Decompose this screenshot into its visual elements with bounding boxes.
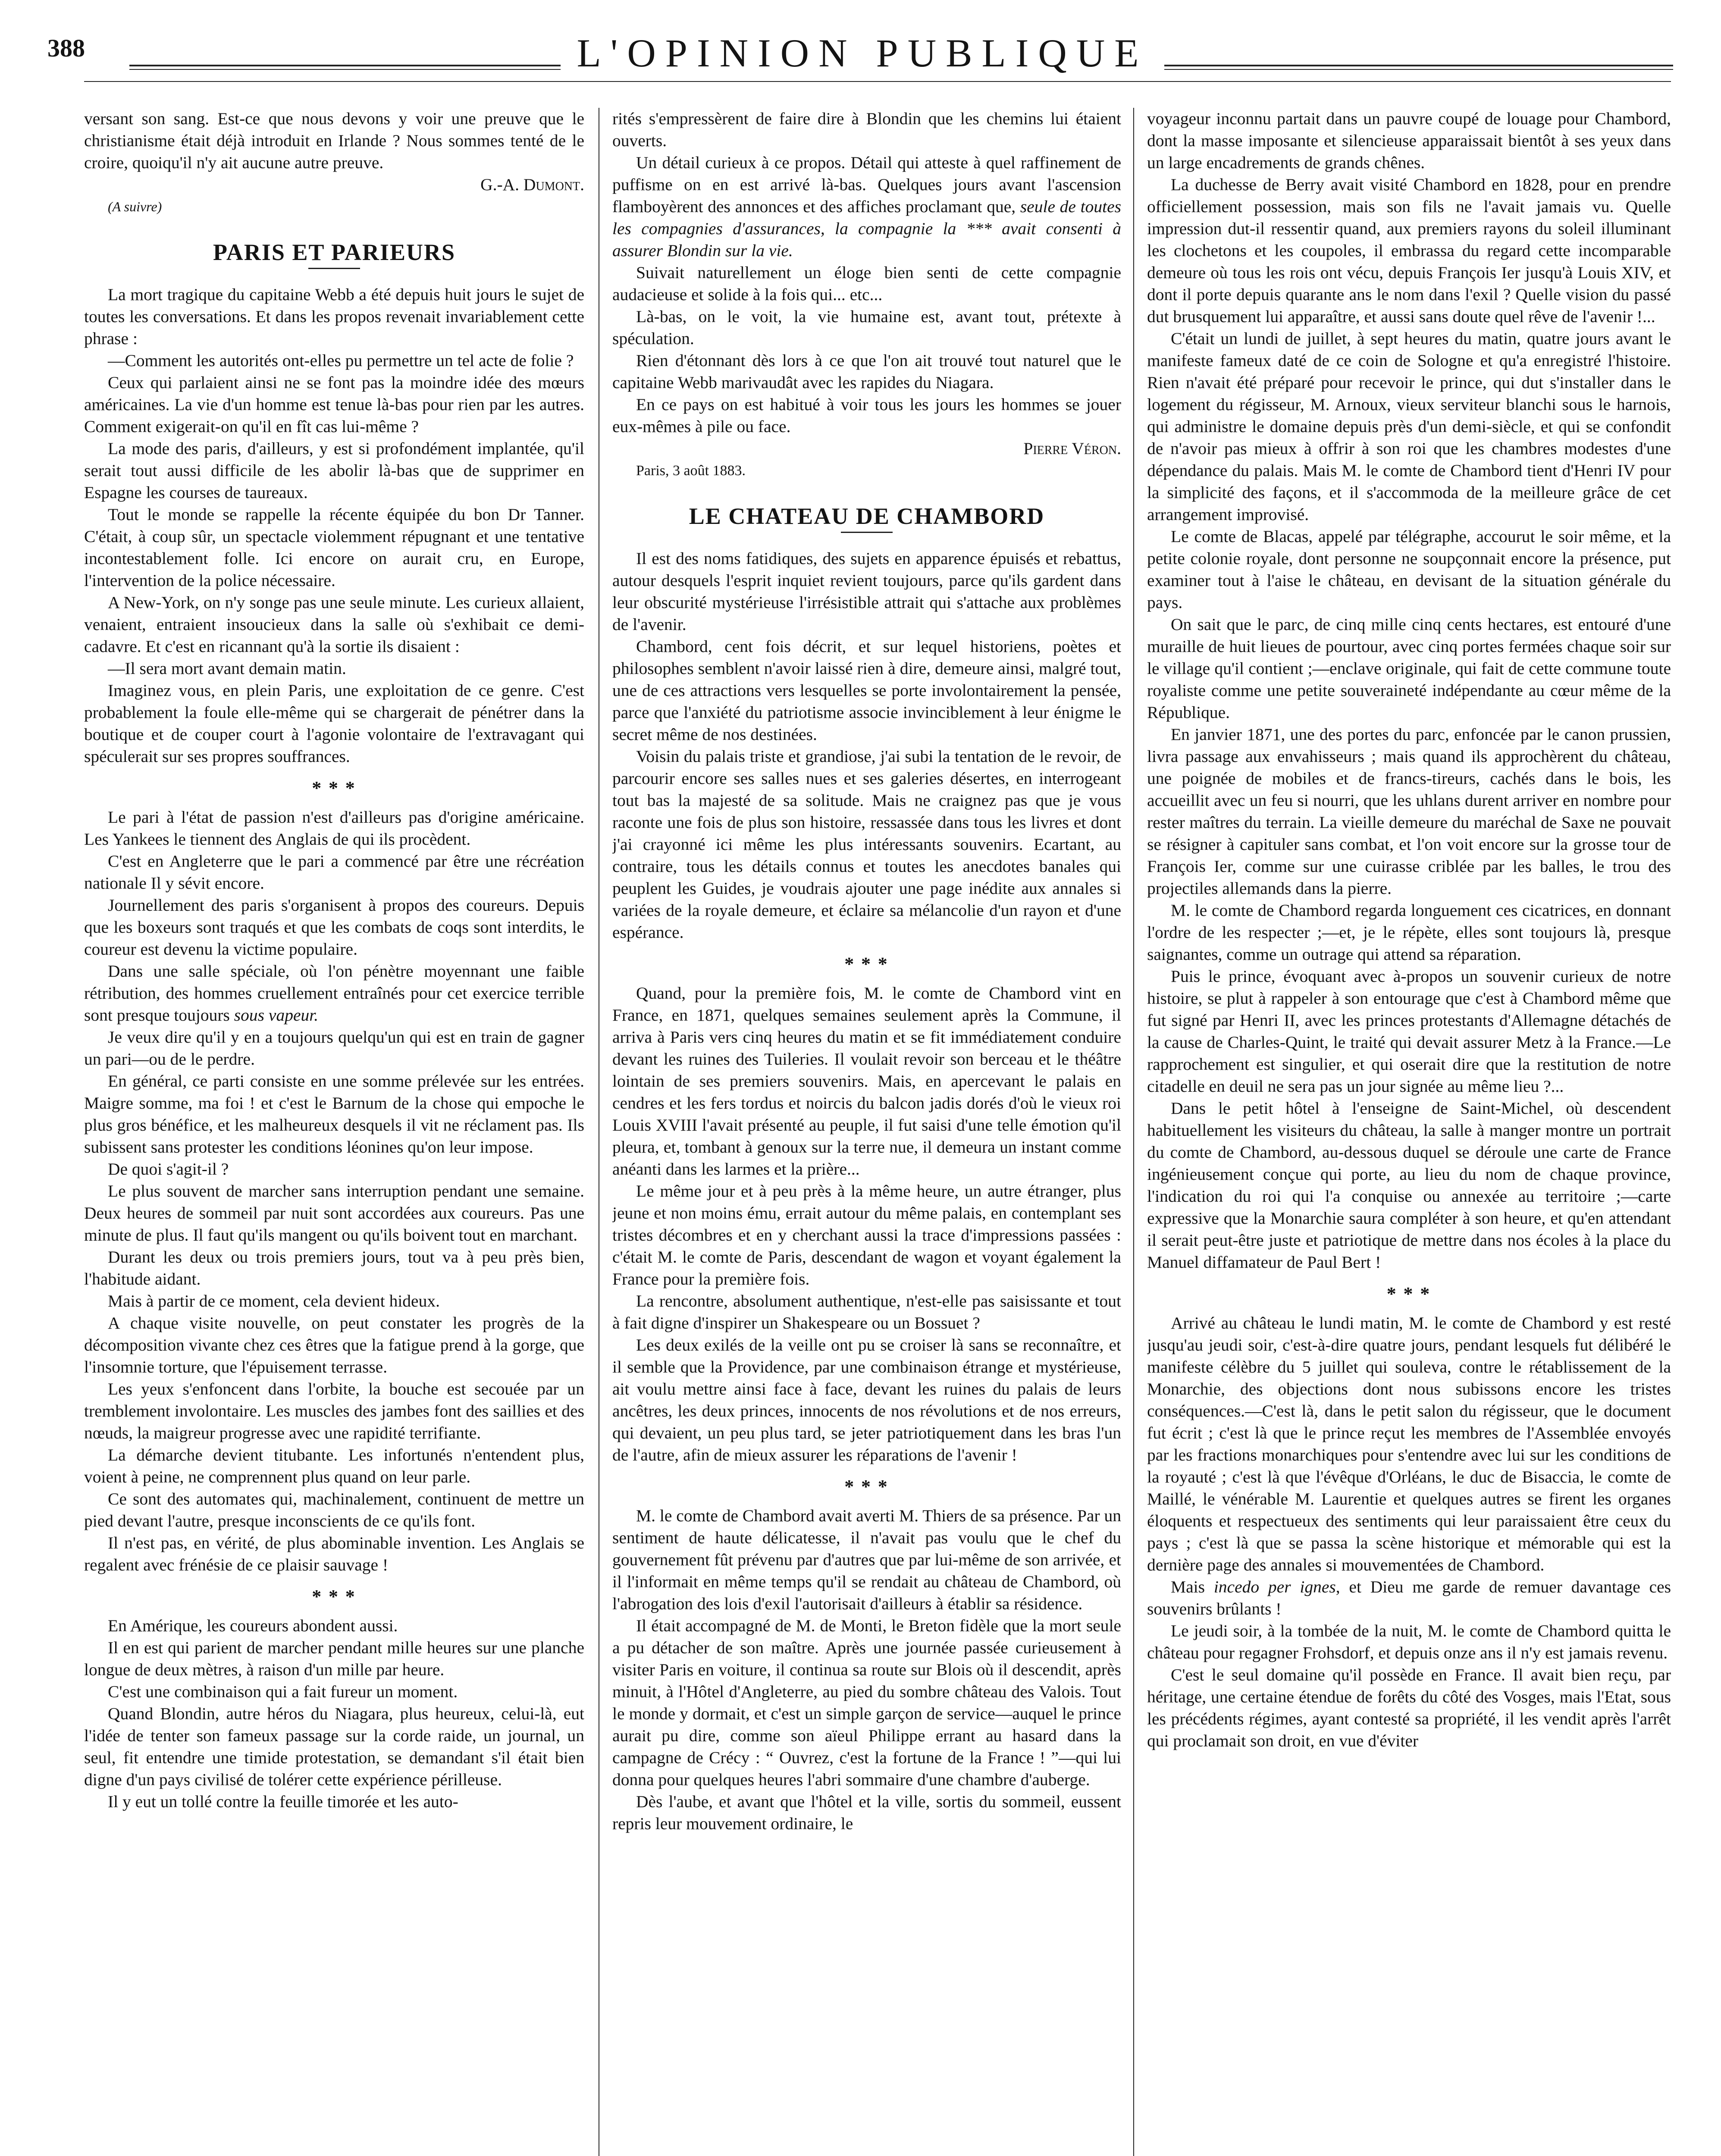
paragraph: De quoi s'agit-il ? [108, 1159, 229, 1178]
paragraph: Ce sont des automates qui, machinalement, continuent de mettre un pied devant l'autre, presque inconscients de ce qu'ils font. [84, 1489, 584, 1530]
paragraph: Les deux exilés de la veille ont pu se croiser là sans se reconnaître, et il semble que la Providence, par une combinaison étrange et mystérieuse, ait voulu mettre ainsi face à face, devant les ruines du palais de leurs ancêtres, les deux princes, innocents de nos révolutions et de nos erreurs, qui devaient, un peu plus tard, se jeter patriotiquement dans les bras l'un de l'autre, afin de mieux assurer les réparations de l'avenir ! [612, 1335, 1121, 1464]
column-divider-2 [1133, 108, 1134, 2156]
header-underline [84, 81, 1671, 82]
paragraph: Journellement des paris s'organisent à propos des coureurs. Depuis que les boxeurs sont traqués et que les combats de coqs sont interdits, le coureur est devenu la victime populaire. [84, 896, 584, 959]
paragraph: Le même jour et à peu près à la même heure, un autre étranger, plus jeune et non moins ému, errait autour du même palais, en contemplant ses tristes décombres et en y cherchant aussi la trace d'impressions passées : c'était M. le comte de Paris, descendant de wagon et voyant également la France pour la première fois. [612, 1181, 1121, 1288]
paragraph: Il n'est pas, en vérité, de plus abominable invention. Les Anglais se regalent avec frénésie de ce plaisir sauvage ! [84, 1533, 584, 1574]
masthead [0, 0, 1721, 86]
column-1 [84, 108, 584, 2156]
paragraph: On sait que le parc, de cinq mille cinq cents hectares, est entouré d'une muraille de huit lieues de pourtour, avec cinq portes fermées chaque soir sur le village qu'il contient ;—enclave originale, qui fait de cette commune toute royaliste comme une petite souveraineté indépendante au cœur même de la République. [1147, 615, 1671, 722]
paragraph: C'est une combinaison qui a fait fureur un moment. [108, 1682, 458, 1701]
paragraph: La mode des paris, d'ailleurs, y est si profondément implantée, qu'il serait tout aussi difficile de les abolir là-bas que de supprimer en Espagne les courses de taureaux. [84, 439, 584, 502]
italic-phrase: sous vapeur. [234, 1006, 319, 1025]
paragraph: Arrivé au château le lundi matin, M. le comte de Chambord y est resté jusqu'au jeudi soir, c'est-à-dire quatre jours, pendant lesquels fut délibéré le manifeste célèbre du 5 juillet qui souleva, contre le rétablissement de la Monarchie, des objections dont nous subissons encore les tristes conséquences.—C'est là, dans le petit salon du régisseur, que le document fut écrit ; c'est là que le prince reçut les membres de l'Assemblée envoyés par les fractions monarchiques pour s'entendre avec lui sur les conditions de la royauté ; c'est là que l'évêque d'Orléans, le duc de Bisaccia, le comte de Maillé, le vénérable M. Laurentie et quelques autres se firent les organes éloquents et respectueux des sentiments qui leur paraissaient être ceux du pays ; c'est là que se passa la scène historique et mémorable qui est la dernière page des annales si mouvementées de Chambord. [1147, 1313, 1671, 1574]
paragraph: Dans le petit hôtel à l'enseigne de Saint-Michel, où descendent habituellement les visiteurs du château, la salle à manger montre un portrait du comte de Chambord, au-dessous duquel se déroule une carte de France ingénieusement conçue qui porte, au lieu du nom de chaque province, l'indication du roi qui l'a conquise ou annexée au territoire ;—carte expressive que la Monarchie saura compléter à son heure, et qu'en attendant il serait peut-être juste et patriotique de mettre dans nos écoles à la place du Manuel diffamateur de Paul Bert ! [1147, 1099, 1671, 1272]
paragraph: En Amérique, les coureurs abondent aussi. [108, 1616, 398, 1635]
paragraph: Il en est qui parient de marcher pendant mille heures sur une planche longue de deux mètres, à raison d'un mille par heure. [84, 1638, 584, 1679]
paragraph: Les yeux s'enfoncent dans l'orbite, la bouche est secouée par un tremblement involontaire. Les muscles des jambes font des saillies et des nœuds, la maigreur progresse avec une rapidité terrifiante. [84, 1379, 584, 1442]
paragraph: Durant les deux ou trois premiers jours, tout va à peu près bien, l'habitude aidant. [84, 1247, 584, 1288]
paragraph: Je veux dire qu'il y en a toujours quelqu'un qui est en train de gagner un pari—ou de le perdre. [84, 1028, 584, 1069]
header-rule-left-thick [129, 65, 561, 66]
paragraph: M. le comte de Chambord avait averti M. Thiers de sa présence. Par un sentiment de haute délicatesse, il n'avait pas voulu que le chef du gouvernement fût prévenu par d'autres que par lui-même de son arrivée, et il l'informait en même temps qu'il se rendait au château de Chambord, où l'abrogation des lois d'exil l'autorisait d'ailleurs à établir sa résidence. [612, 1506, 1121, 1613]
paragraph: En général, ce parti consiste en une somme prélevée sur les entrées. Maigre somme, ma foi ! et c'est le Barnum de la chose qui empoche le plus gros bénéfice, et les malheureux desquels il vit ne réclament pas. Ils subissent sans protester les conditions léonines qu'on leur impose. [84, 1072, 584, 1156]
paragraph: Le plus souvent de marcher sans interruption pendant une semaine. Deux heures de sommeil par nuit sont accordées aux coureurs. Pas une minute de plus. Il faut qu'ils mangent ou qu'ils boivent tout en marchant. [84, 1181, 584, 1244]
paragraph: Il était accompagné de M. de Monti, le Breton fidèle que la mort seule a pu détacher de son maître. Après une journée passée curieusement à visiter Paris en voiture, il continua sa route sur Blois où il descendit, après minuit, à l'Hôtel d'Angleterre, au pied du sombre château des Valois. Tout le monde y dormait, et c'est un simple garçon de service—auquel le prince aurait pu dire, comme son aïeul Philippe errant au hasard dans la campagne de Crécy : “ Ouvrez, c'est la fortune de la France ! ”—qui lui donna pour quelques heures l'abri sommaire d'une chambre d'auberge. [612, 1616, 1121, 1789]
paragraph: C'était un lundi de juillet, à sept heures du matin, quatre jours avant le manifeste fameux daté de ce coin de Sologne et qu'a enregistré l'histoire. Rien n'avait été préparé pour recevoir le prince, qui dut s'installer dans le logement du régisseur, M. Arnoux, vieux serviteur blanchi sous le harnois, qui administre le domaine depuis près d'un demi-siècle, et qui se confondit de n'avoir pas mieux à offrir à son roi que les chambres modestes d'une dépendance du palais. Mais M. le comte de Chambord tient d'Henri IV pour la simplicité des façons, et il s'accommoda de la meilleure grâce de cet arrangement improvisé. [1147, 329, 1671, 524]
article-heading-paris-et-parieurs: PARIS ET PARIEURS [213, 239, 456, 265]
paragraph: La démarche devient titubante. Les infortunés n'entendent plus, voient à peine, ne comprennent plus quand on leur parle. [84, 1445, 584, 1486]
paragraph: Le pari à l'état de passion n'est d'ailleurs pas d'origine américaine. Les Yankees le tiennent des Anglais de qui ils procèdent. [84, 808, 584, 849]
paragraph: Là-bas, on le voit, la vie humaine est, avant tout, prétexte à spéculation. [612, 307, 1121, 348]
paragraph: En ce pays on est habitué à voir tous les jours les hommes se jouer eux-mêmes à pile ou face. [612, 395, 1121, 436]
paragraph: Le jeudi soir, à la tombée de la nuit, M. le comte de Chambord quitta le château pour regagner Frohsdorf, et depuis onze ans il n'y est jamais revenu. [1147, 1621, 1671, 1662]
section-break-asterism: * * * [1386, 1283, 1432, 1304]
paragraph: La rencontre, absolument authentique, n'est-elle pas saisissante et tout à fait digne d'inspirer un Shakespeare ou un Bossuet ? [612, 1291, 1121, 1332]
dateline: Paris, 3 août 1883. [636, 463, 746, 479]
paragraph-text: , et Dieu me garde de remuer davantage ces souvenirs brûlants ! [1147, 1577, 1671, 1618]
paragraph: La duchesse de Berry avait visité Chambord en 1828, pour en prendre officiellement possession, mais son fils ne l'avait jamais vu. Quelle impression dut-il ressentir quand, aux premiers rayons du soleil illuminant les clochetons et les coupoles, il embrassa du regard cette incomparable demeure où tous les rois ont vécu, depuis François Ier jusqu'à Louis XIV, et dont il porte depuis quarante ans le nom dans l'exil ? Quelle vision du passé dut brusquement lui apparaître, et aussi sans doute quel rêve de l'avenir !... [1147, 175, 1671, 326]
author-signature: Pierre Véron. [1023, 439, 1121, 458]
continued-note: (A suivre) [108, 199, 162, 214]
paragraph: —Comment les autorités ont-elles pu permettre un tel acte de folie ? [108, 351, 574, 370]
paragraph-text: Dans une salle spéciale, où l'on pénètre moyennant une faible rétribution, des hommes cruellement entraînés pour cet exercice terrible sont presque toujours [84, 962, 584, 1025]
section-break-asterism: * * * [844, 953, 889, 975]
paragraph: Chambord, cent fois décrit, et sur lequel historiens, poètes et philosophes semblent n'avoir laissé rien à dire, demeure ainsi, malgré tout, une de ces attractions vers lesquelles se porte involontairement la pensée, parce que l'anxiété du patriotisme associe invinciblement à leur énigme le secret même de nos destinées. [612, 637, 1121, 744]
paragraph: Il y eut un tollé contre la feuille timorée et les auto- [108, 1792, 458, 1811]
paragraph: Voisin du palais triste et grandiose, j'ai subi la tentation de le revoir, de parcourir encore ses salles nues et ses galeries désertes, en interrogeant tout bas la majesté de sa solitude. Mais ne craignez pas que je vous raconte une fois de plus son histoire, ressassée dans tous les livres et dont j'ai crayonné ici même les plus intéressants souvenirs. Ecartant, au contraire, tous les détails connus et toutes les anecdotes banales qui peuplent les Guides, je voudrais ajouter une page inédite aux annales si variées de la royale demeure, et éclaire sa mélancolie d'un rayon et d'une espérance. [612, 747, 1121, 942]
paragraph: Ceux qui parlaient ainsi ne se font pas la moindre idée des mœurs américaines. La vie d'un homme est tenue là-bas pour rien par les autres. Comment exigerait-on qu'il en fît cas lui-même ? [84, 373, 584, 436]
italic-phrase: seule de toutes les compagnies d'assurances, la compagnie la *** avait consenti à assurer Blondin sur la vie. [612, 197, 1121, 260]
header-rule-left-thin [129, 69, 561, 70]
section-break-asterism: * * * [312, 777, 357, 799]
header-rule-right-thin [1164, 69, 1673, 70]
paragraph: Le comte de Blacas, appelé par télégraphe, accourut le soir même, et la petite colonie royale, dont personne ne soupçonnait encore la présence, put examiner tout à l'aise le château, en devisant de la situation générale du pays. [1147, 527, 1671, 612]
heading-rule [308, 268, 360, 269]
paragraph: Tout le monde se rappelle la récente équipée du bon Dr Tanner. C'était, à coup sûr, un spectacle violemment répugnant et une tentative incontestablement folle. Ici encore on aurait cru, en Europe, l'intervention de la police nécessaire. [84, 505, 584, 590]
paragraph: Rien d'étonnant dès lors à ce que l'on ait trouvé tout naturel que le capitaine Webb marivaudât avec les rapides du Niagara. [612, 351, 1121, 392]
paragraph: M. le comte de Chambord regarda longuement ces cicatrices, en donnant l'ordre de les respecter ;—et, je le répète, elles sont toujours là, presque saignantes, comme un outrage qui attend sa réparation. [1147, 901, 1671, 964]
publication-title: L'OPINION PUBLIQUE [577, 31, 1148, 75]
paragraph: C'est en Angleterre que le pari a commencé par être une récréation nationale Il y sévit encore. [84, 852, 584, 893]
paragraph: C'est le seul domaine qu'il possède en France. Il avait bien reçu, par héritage, une certaine étendue de forêts du côté des Vosges, mais l'Etat, sous les précédents régimes, ayant contesté sa propriété, il les vendit après l'arrêt qui proclamait son droit, en vue d'éviter [1147, 1665, 1671, 1750]
section-break-asterism: * * * [844, 1476, 889, 1497]
paragraph: A chaque visite nouvelle, on peut constater les progrès de la décomposition vivante chez ces êtres que la fatigue prend à la gorge, que l'insomnie torture, que l'épuisement terrasse. [84, 1313, 584, 1376]
paragraph: versant son sang. Est-ce que nous devons y voir une preuve que le christianisme était déjà introduit en Irlande ? Nous sommes tenté de le croire, quoiqu'il n'y ait aucune autre preuve. [84, 109, 584, 172]
paragraph: La mort tragique du capitaine Webb a été depuis huit jours le sujet de toutes les conversations. Et dans les propos revenait invariablement cette phrase : [84, 285, 584, 348]
paragraph [612, 152, 1121, 262]
paragraph: —Il sera mort avant demain matin. [108, 659, 346, 678]
paragraph-text: Un détail curieux à ce propos. Détail qui atteste à quel raffinement de puffisme on en est arrivé là-bas. Quelques jours avant l'ascension flamboyèrent des annonces et des affiches proclamant que, [612, 153, 1121, 216]
paragraph-text: Mais [1171, 1577, 1214, 1596]
paragraph: Quand, pour la première fois, M. le comte de Chambord vint en France, en 1871, quelques semaines seulement après la Commune, il arriva à Paris vers cinq heures du matin et se fit immédiatement conduire devant les ruines des Tuileries. Il voulait revoir son berceau et le théâtre lointain de ses premiers souvenirs. Mais, en apercevant le palais en cendres et les fers tordus et noircis du balcon jadis dorés d'où le vieux roi Louis XVIII l'avait présenté au peuple, il fut saisi d'une telle émotion qu'il pleura, et, tombant à genoux sur la terre nue, il demeura un instant comme anéanti dans les larmes et la prière... [612, 984, 1121, 1178]
section-break-asterism: * * * [312, 1586, 357, 1607]
column-3 [1147, 108, 1671, 2156]
paragraph: rités s'empressèrent de faire dire à Blondin que les chemins lui étaient ouverts. [612, 109, 1121, 150]
paragraph [1147, 1576, 1671, 1620]
paragraph: Il est des noms fatidiques, des sujets en apparence épuisés et rebattus, autour desquels l'esprit inquiet revient toujours, parce qu'ils gardent dans leur obscurité mystérieuse l'irrésistible attrait qui s'attache aux problèmes de l'avenir. [612, 549, 1121, 634]
paragraph: Dès l'aube, et avant que l'hôtel et la ville, sortis du sommeil, eussent repris leur mouvement ordinaire, le [612, 1792, 1121, 1833]
paragraph: A New-York, on n'y songe pas une seule minute. Les curieux allaient, venaient, entraient insoucieux dans la salle où s'exhibait ce demi-cadavre. Et c'est en ricannant qu'à la sortie ils disaient : [84, 593, 584, 656]
paragraph: Mais à partir de ce moment, cela devient hideux. [108, 1291, 440, 1310]
paragraph: voyageur inconnu partait dans un pauvre coupé de louage pour Chambord, dont la masse imposante et silencieuse apparaissait bientôt à ses yeux dans un large encadrements de grands chênes. [1147, 109, 1671, 172]
paragraph: Suivait naturellement un éloge bien senti de cette compagnie audacieuse et solide à la fois qui... etc... [612, 263, 1121, 304]
paragraph: Imaginez vous, en plein Paris, une exploitation de ce genre. C'est probablement la foule elle-même qui se chargerait de pénétrer dans la boutique et de couper court à l'agonie volontaire de l'extravagant qui spéculerait sur ses propres souffrances. [84, 681, 584, 766]
author-signature: G.-A. Dumont. [480, 175, 584, 194]
italic-phrase: incedo per ignes [1213, 1577, 1336, 1596]
paragraph [84, 960, 584, 1026]
column-2 [612, 108, 1121, 2156]
article-heading-chateau-de-chambord: LE CHATEAU DE CHAMBORD [689, 503, 1045, 529]
paragraph: Quand Blondin, autre héros du Niagara, plus heureux, celui-là, eut l'idée de tenter son fameux passage sur la corde raide, un journal, un seul, fit entendre une timide protestation, se demandant s'il était bien digne d'un pays civilisé de tolérer cette expérience périlleuse. [84, 1704, 584, 1789]
header-rule-right-thick [1164, 65, 1673, 66]
paragraph: En janvier 1871, une des portes du parc, enfoncée par le canon prussien, livra passage aux envahisseurs ; mais quand ils approchèrent du château, une poignée de mobiles et de francs-tireurs, cachés dans le bois, les accueillit avec un feu si nourri, que les uhlans durent arriver en nombre pour rester maîtres du terrain. La vieille demeure du maréchal de Saxe ne pouvait se résigner à capituler sans combat, et l'on voit encore sur la grosse tour de François Ier, comme sur une cuirasse criblée par les balles, le trou des projectiles allemands dans la pierre. [1147, 725, 1671, 898]
heading-rule [841, 532, 893, 533]
paragraph: Puis le prince, évoquant avec à-propos un souvenir curieux de notre histoire, se plut à rappeler à son entourage que c'est à Chambord même que fut signé par Henri II, avec les princes protestants d'Allemagne détachés de la cause de Charles-Quint, le traité qui devait assurer Metz à la France.—Le rapprochement est singulier, et qui oserait dire que la restitution de notre citadelle en deuil ne sera pas un jour signée au même lieu ?... [1147, 967, 1671, 1096]
page-number: 388 [47, 34, 85, 62]
